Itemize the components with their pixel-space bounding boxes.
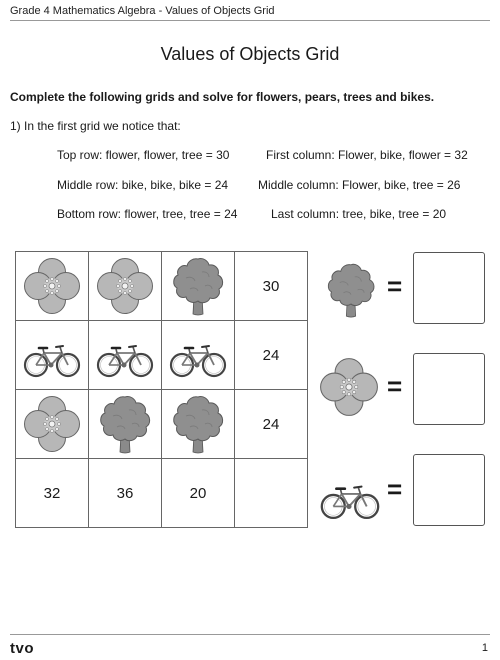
values-grid xyxy=(15,251,308,528)
tvo-logo: tvo xyxy=(10,640,34,657)
tree-icon xyxy=(95,394,155,454)
footer-divider xyxy=(10,634,490,635)
column-total: 20 xyxy=(162,459,235,528)
grid-row-2 xyxy=(16,321,308,390)
grid-row-1 xyxy=(16,252,308,321)
grid-cell xyxy=(89,390,162,459)
flower-icon xyxy=(22,394,82,454)
tree-answer-box[interactable] xyxy=(413,252,485,324)
empty-corner-cell xyxy=(235,459,308,528)
flower-icon xyxy=(318,356,380,418)
tree-icon xyxy=(168,394,228,454)
row-total: 24 xyxy=(235,321,308,390)
equals-sign: = xyxy=(387,371,403,401)
grid-cell xyxy=(162,390,235,459)
equals-sign: = xyxy=(387,271,403,301)
grid-cell xyxy=(16,321,89,390)
grid-cell xyxy=(89,321,162,390)
column-total: 32 xyxy=(16,459,89,528)
bike-icon xyxy=(95,332,155,378)
bike-icon xyxy=(318,472,382,520)
grid-cell xyxy=(162,252,235,321)
clue-first-column: First column: Flower, bike, flower = 32 xyxy=(266,148,468,162)
instruction-text: Complete the following grids and solve for flowers, pears, trees and bikes. xyxy=(10,90,435,104)
page-title: Values of Objects Grid xyxy=(160,44,340,64)
row-total: 30 xyxy=(235,252,308,321)
row-total: 24 xyxy=(235,390,308,459)
intro-text: 1) In the first grid we notice that: xyxy=(10,119,181,133)
header-text: Grade 4 Mathematics Algebra - Values of Objects Grid xyxy=(10,5,275,17)
grid-row-totals xyxy=(16,459,308,528)
tree-icon xyxy=(168,256,228,316)
clue-top-row: Top row: flower, flower, tree = 30 xyxy=(57,148,230,162)
grid-cell xyxy=(16,390,89,459)
flower-icon xyxy=(22,256,82,316)
clue-bottom-row: Bottom row: flower, tree, tree = 24 xyxy=(57,207,238,221)
header-divider xyxy=(10,20,490,21)
page-number: 1 xyxy=(481,642,488,654)
clue-last-column: Last column: tree, bike, tree = 20 xyxy=(271,207,447,221)
bike-icon xyxy=(22,332,82,378)
column-total: 36 xyxy=(89,459,162,528)
equals-sign: = xyxy=(387,474,403,504)
grid-cell xyxy=(162,321,235,390)
grid-cell xyxy=(16,252,89,321)
clue-middle-column: Middle column: Flower, bike, tree = 26 xyxy=(258,178,461,192)
flower-answer-box[interactable] xyxy=(413,353,485,425)
flower-icon xyxy=(95,256,155,316)
bike-answer-box[interactable] xyxy=(413,454,485,526)
bike-icon xyxy=(168,332,228,378)
clue-middle-row: Middle row: bike, bike, bike = 24 xyxy=(57,178,229,192)
tree-icon xyxy=(323,255,379,325)
grid-cell xyxy=(89,252,162,321)
grid-row-3 xyxy=(16,390,308,459)
